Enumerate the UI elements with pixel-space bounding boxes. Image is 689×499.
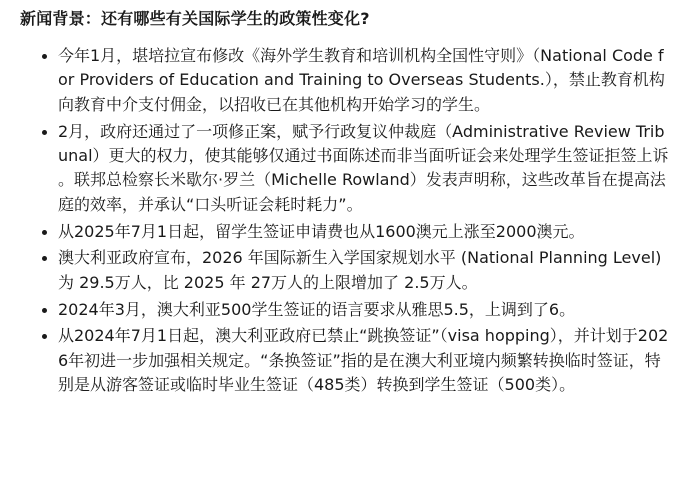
list-item [20, 298, 679, 322]
bullet-dot-icon [42, 308, 47, 313]
bullet-dot-icon [42, 256, 47, 261]
list-item-text: 2024年3月，澳大利亚500学生签证的语言要求从雅思5.5，上调到了6。 [58, 299, 576, 319]
list-item-text: 澳大利亚政府宣布，2026 年国际新生入学国家规划水平 (National Planning Level) 为 29.5万人，比 2025 年 27万人的上限增加了 2.5万人。 [58, 248, 662, 292]
bullet-list [20, 44, 679, 398]
list-item [20, 44, 679, 117]
list-item [20, 246, 679, 295]
list-item-text: 2月，政府还通过了一项修正案，赋予行政复议仲裁庭（Administrative Review Tribunal）更大的权力，使其能够仅通过书面陈述而非当面听证会来处理学生签证拒签上诉。联邦总检察长米歇尔·罗兰（Michelle Rowland）发表声明称，这些改革旨在提高法庭的效率，并承认“口头听证会耗时耗力”。 [58, 121, 669, 214]
bullet-dot-icon [42, 130, 47, 135]
list-item [20, 120, 679, 218]
list-item [20, 324, 679, 397]
list-item-text: 从2025年7月1日起，留学生签证申请费也从1600澳元上涨至2000澳元。 [58, 221, 585, 241]
list-item [20, 220, 679, 244]
bullet-dot-icon [42, 230, 47, 235]
bullet-dot-icon [42, 334, 47, 339]
list-item-text: 从2024年7月1日起，澳大利亚政府已禁止“跳换签证”（visa hopping），并计划于2026年初进一步加强相关规定。“条换签证”指的是在澳大利亚境内频繁转换临时签证，特别是从游客签证或临时毕业生签证（485类）转换到学生签证（500类）。 [58, 326, 669, 395]
article-heading: 新闻背景：还有哪些有关国际学生的政策性变化? [20, 9, 370, 28]
list-item-text: 今年1月，堪培拉宣布修改《海外学生教育和培训机构全国性守则》（National Code for Providers of Education and Training to Overseas Students.），禁止教育机构向教育中介支付佣金，以招收已在其他机构开始学习的学生。 [58, 46, 665, 114]
bullet-dot-icon [42, 54, 47, 59]
